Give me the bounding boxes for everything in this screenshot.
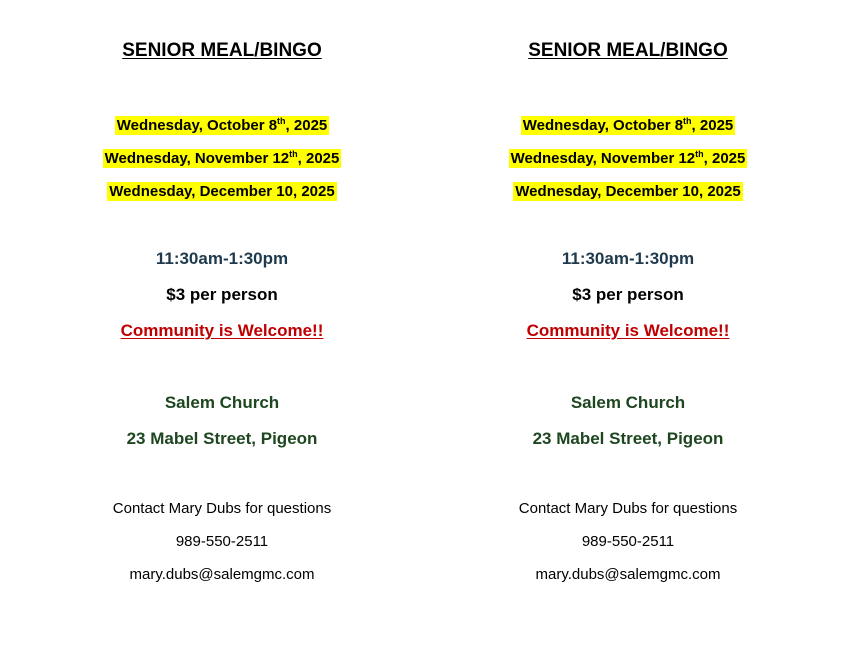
date-december bbox=[12, 183, 432, 200]
contact-email: mary.dubs@salemgmc.com bbox=[129, 566, 315, 583]
welcome-text: Community is Welcome!! bbox=[526, 321, 730, 340]
contact-line: Contact Mary Dubs for questions bbox=[112, 500, 332, 517]
date-december bbox=[418, 183, 838, 200]
venue-name: Salem Church bbox=[164, 393, 280, 412]
venue-address: 23 Mabel Street, Pigeon bbox=[532, 429, 724, 448]
venue-name: Salem Church bbox=[570, 393, 686, 412]
event-time: 11:30am-1:30pm bbox=[155, 249, 289, 268]
contact-phone: 989-550-2511 bbox=[581, 533, 675, 550]
event-time: 11:30am-1:30pm bbox=[561, 249, 695, 268]
date-october bbox=[418, 117, 838, 134]
flyer-left bbox=[12, 0, 432, 657]
flyer-right bbox=[418, 0, 838, 657]
event-price: $3 per person bbox=[572, 285, 684, 304]
event-price: $3 per person bbox=[166, 285, 278, 304]
date-highlight: Wednesday, October 8th, 2025 bbox=[116, 116, 328, 134]
flyer-title: SENIOR MEAL/BINGO bbox=[528, 40, 728, 61]
flyer-title: SENIOR MEAL/BINGO bbox=[122, 40, 322, 61]
date-highlight: Wednesday, November 12th, 2025 bbox=[104, 149, 340, 167]
date-highlight: Wednesday, November 12th, 2025 bbox=[510, 149, 746, 167]
date-october bbox=[12, 117, 432, 134]
date-highlight: Wednesday, October 8th, 2025 bbox=[522, 116, 734, 134]
contact-email: mary.dubs@salemgmc.com bbox=[535, 566, 721, 583]
date-highlight: Wednesday, December 10, 2025 bbox=[515, 183, 741, 200]
date-november bbox=[12, 150, 432, 167]
date-november bbox=[418, 150, 838, 167]
contact-phone: 989-550-2511 bbox=[175, 533, 269, 550]
contact-line: Contact Mary Dubs for questions bbox=[518, 500, 738, 517]
venue-address: 23 Mabel Street, Pigeon bbox=[126, 429, 318, 448]
welcome-text: Community is Welcome!! bbox=[120, 321, 324, 340]
date-highlight: Wednesday, December 10, 2025 bbox=[109, 183, 335, 200]
